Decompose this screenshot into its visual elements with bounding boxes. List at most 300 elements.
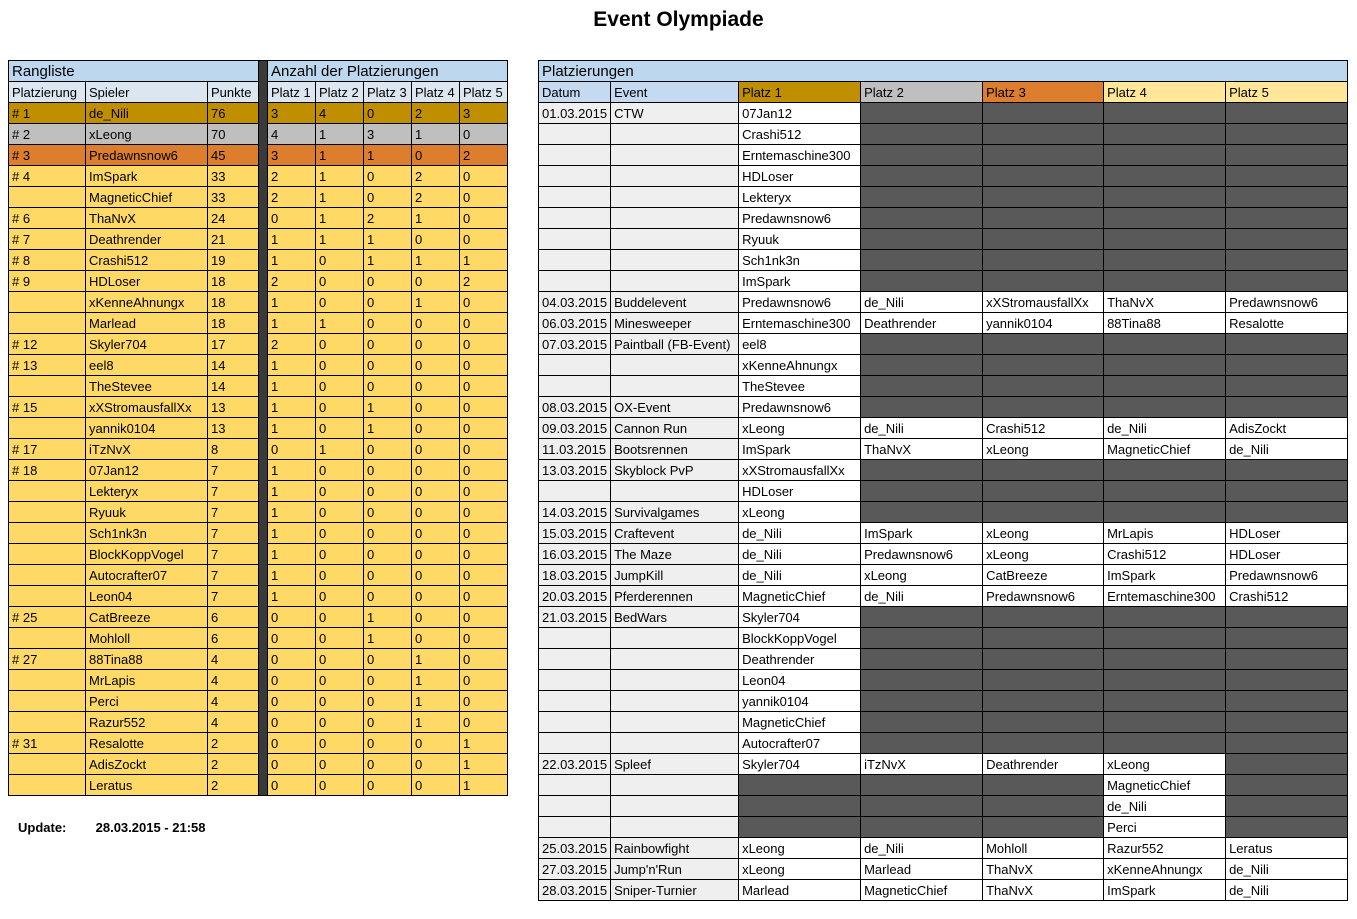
count-platz-3-cell: 1 xyxy=(364,607,412,628)
player-cell: BlockKoppVogel xyxy=(86,544,208,565)
count-platz-5-cell: 0 xyxy=(460,313,508,334)
rank-cell: # 27 xyxy=(9,649,86,670)
empty-platz-4-cell xyxy=(1104,229,1226,250)
count-platz-1-cell: 1 xyxy=(268,544,316,565)
event-cell: Survivalgames xyxy=(611,502,739,523)
count-platz-1-cell: 1 xyxy=(268,481,316,502)
count-platz-4-cell: 1 xyxy=(412,712,460,733)
event-cell: Cannon Run xyxy=(611,418,739,439)
empty-platz-5-cell xyxy=(1226,796,1348,817)
event-cell xyxy=(611,691,739,712)
empty-platz-3-cell xyxy=(983,124,1104,145)
count-platz-5-cell: 0 xyxy=(460,607,508,628)
rank-cell xyxy=(9,775,86,796)
empty-platz-5-cell xyxy=(1226,103,1348,124)
empty-platz-4-cell xyxy=(1104,607,1226,628)
count-platz-3-cell: 0 xyxy=(364,775,412,796)
count-platz-3-cell: 0 xyxy=(364,292,412,313)
empty-platz-4-cell xyxy=(1104,334,1226,355)
table-row xyxy=(539,586,1348,607)
points-cell: 2 xyxy=(208,733,259,754)
empty-platz-2-cell xyxy=(861,208,983,229)
rank-cell: # 6 xyxy=(9,208,86,229)
count-platz-5-cell: 0 xyxy=(460,523,508,544)
points-cell: 18 xyxy=(208,292,259,313)
table-row xyxy=(539,880,1348,901)
empty-platz-4-cell xyxy=(1104,166,1226,187)
empty-platz-5-cell xyxy=(1226,481,1348,502)
platz-3-winner-cell: Crashi512 xyxy=(983,418,1104,439)
count-platz-2-cell: 0 xyxy=(316,397,364,418)
empty-platz-2-cell xyxy=(861,166,983,187)
count-platz-2-cell: 1 xyxy=(316,145,364,166)
count-platz-3-cell: 0 xyxy=(364,376,412,397)
count-platz-1-cell: 1 xyxy=(268,397,316,418)
player-cell: HDLoser xyxy=(86,271,208,292)
player-cell: Deathrender xyxy=(86,229,208,250)
player-cell: 88Tina88 xyxy=(86,649,208,670)
table-row xyxy=(539,481,1348,502)
platz-1-winner-cell: Lekteryx xyxy=(739,187,861,208)
player-cell: xXStromausfallXx xyxy=(86,397,208,418)
count-platz-2-cell: 0 xyxy=(316,502,364,523)
platz-5-winner-cell: de_Nili xyxy=(1226,859,1348,880)
rank-cell xyxy=(9,691,86,712)
count-platz-4-cell: 0 xyxy=(412,355,460,376)
column-header-platz-5: Platz 5 xyxy=(460,82,508,103)
platz-2-winner-cell: Marlead xyxy=(861,859,983,880)
points-cell: 4 xyxy=(208,712,259,733)
date-cell: 16.03.2015 xyxy=(539,544,611,565)
platz-1-winner-cell: de_Nili xyxy=(739,544,861,565)
count-platz-4-cell: 1 xyxy=(412,670,460,691)
player-cell: xKenneAhnungx xyxy=(86,292,208,313)
empty-platz-5-cell xyxy=(1226,229,1348,250)
empty-platz-3-cell xyxy=(983,271,1104,292)
empty-platz-4-cell xyxy=(1104,460,1226,481)
count-platz-3-cell: 1 xyxy=(364,397,412,418)
count-platz-5-cell: 0 xyxy=(460,187,508,208)
count-platz-4-cell: 0 xyxy=(412,229,460,250)
empty-platz-4-cell xyxy=(1104,250,1226,271)
column-header-platz-1: Platz 1 xyxy=(268,82,316,103)
points-cell: 6 xyxy=(208,607,259,628)
platz-1-winner-cell: Predawnsnow6 xyxy=(739,397,861,418)
points-cell: 14 xyxy=(208,376,259,397)
count-platz-1-cell: 1 xyxy=(268,523,316,544)
points-cell: 8 xyxy=(208,439,259,460)
table-row xyxy=(9,166,508,187)
count-platz-5-cell: 0 xyxy=(460,397,508,418)
count-platz-5-cell: 0 xyxy=(460,166,508,187)
count-platz-4-cell: 0 xyxy=(412,418,460,439)
rank-cell: # 1 xyxy=(9,103,86,124)
count-platz-1-cell: 2 xyxy=(268,166,316,187)
empty-platz-3-cell xyxy=(983,481,1104,502)
count-platz-5-cell: 0 xyxy=(460,124,508,145)
update-line xyxy=(18,820,206,835)
count-platz-3-cell: 0 xyxy=(364,502,412,523)
empty-platz-4-cell xyxy=(1104,649,1226,670)
empty-platz-5-cell xyxy=(1226,712,1348,733)
table-row xyxy=(9,439,508,460)
empty-platz-3-cell xyxy=(983,145,1104,166)
date-cell xyxy=(539,691,611,712)
count-platz-1-cell: 1 xyxy=(268,292,316,313)
platz-1-winner-cell: Skyler704 xyxy=(739,607,861,628)
count-platz-1-cell: 3 xyxy=(268,103,316,124)
date-cell xyxy=(539,355,611,376)
platz-4-winner-cell: Perci xyxy=(1104,817,1226,838)
date-cell: 28.03.2015 xyxy=(539,880,611,901)
rank-cell xyxy=(9,754,86,775)
platz-1-winner-cell: Predawnsnow6 xyxy=(739,292,861,313)
count-platz-4-cell: 2 xyxy=(412,103,460,124)
count-platz-4-cell: 0 xyxy=(412,607,460,628)
player-cell: Predawnsnow6 xyxy=(86,145,208,166)
count-platz-4-cell: 0 xyxy=(412,376,460,397)
date-cell: 20.03.2015 xyxy=(539,586,611,607)
table-row xyxy=(9,460,508,481)
empty-platz-5-cell xyxy=(1226,607,1348,628)
platz-3-winner-cell: Predawnsnow6 xyxy=(983,586,1104,607)
event-cell xyxy=(611,145,739,166)
rank-cell xyxy=(9,502,86,523)
count-platz-4-cell: 0 xyxy=(412,439,460,460)
empty-platz-5-cell xyxy=(1226,649,1348,670)
count-platz-3-cell: 0 xyxy=(364,313,412,334)
empty-platz-2-cell xyxy=(861,481,983,502)
points-cell: 7 xyxy=(208,502,259,523)
count-platz-2-cell: 1 xyxy=(316,229,364,250)
empty-platz-3-cell xyxy=(983,187,1104,208)
table-row xyxy=(539,565,1348,586)
empty-platz-2-cell xyxy=(861,712,983,733)
date-cell xyxy=(539,145,611,166)
points-cell: 19 xyxy=(208,250,259,271)
count-platz-5-cell: 0 xyxy=(460,649,508,670)
empty-platz-5-cell xyxy=(1226,334,1348,355)
date-cell xyxy=(539,481,611,502)
empty-platz-2-cell xyxy=(861,670,983,691)
platz-1-winner-cell: xKenneAhnungx xyxy=(739,355,861,376)
platz-5-winner-cell: de_Nili xyxy=(1226,880,1348,901)
count-platz-5-cell: 0 xyxy=(460,502,508,523)
rank-cell xyxy=(9,418,86,439)
rank-cell xyxy=(9,313,86,334)
date-cell xyxy=(539,628,611,649)
count-platz-3-cell: 2 xyxy=(364,208,412,229)
date-cell: 14.03.2015 xyxy=(539,502,611,523)
table-row xyxy=(539,271,1348,292)
rank-cell xyxy=(9,586,86,607)
count-platz-4-cell: 1 xyxy=(412,250,460,271)
platz-2-winner-cell: ImSpark xyxy=(861,523,983,544)
table-row xyxy=(539,124,1348,145)
date-cell xyxy=(539,250,611,271)
count-platz-2-cell: 0 xyxy=(316,712,364,733)
empty-platz-3-cell xyxy=(983,670,1104,691)
empty-platz-5-cell xyxy=(1226,397,1348,418)
empty-platz-2-cell xyxy=(861,691,983,712)
player-cell: Perci xyxy=(86,691,208,712)
empty-platz-4-cell xyxy=(1104,376,1226,397)
table-row xyxy=(9,187,508,208)
table-row xyxy=(539,544,1348,565)
column-header-event: Event xyxy=(611,82,739,103)
table-row xyxy=(9,586,508,607)
event-cell xyxy=(611,775,739,796)
count-platz-4-cell: 0 xyxy=(412,460,460,481)
empty-platz-4-cell xyxy=(1104,481,1226,502)
count-platz-1-cell: 1 xyxy=(268,502,316,523)
count-platz-5-cell: 2 xyxy=(460,145,508,166)
count-platz-2-cell: 1 xyxy=(316,124,364,145)
count-platz-1-cell: 1 xyxy=(268,229,316,250)
table-row xyxy=(9,313,508,334)
event-cell: The Maze xyxy=(611,544,739,565)
points-cell: 14 xyxy=(208,355,259,376)
date-cell xyxy=(539,733,611,754)
player-cell: Sch1nk3n xyxy=(86,523,208,544)
count-platz-5-cell: 0 xyxy=(460,628,508,649)
empty-platz-3-cell xyxy=(983,376,1104,397)
empty-platz-1-cell xyxy=(739,817,861,838)
points-cell: 18 xyxy=(208,313,259,334)
count-platz-2-cell: 1 xyxy=(316,166,364,187)
count-platz-2-cell: 1 xyxy=(316,313,364,334)
count-platz-4-cell: 0 xyxy=(412,733,460,754)
platz-3-winner-cell: Deathrender xyxy=(983,754,1104,775)
player-cell: Ryuuk xyxy=(86,502,208,523)
count-platz-1-cell: 0 xyxy=(268,670,316,691)
platz-1-winner-cell: HDLoser xyxy=(739,481,861,502)
rank-cell: # 17 xyxy=(9,439,86,460)
empty-platz-5-cell xyxy=(1226,817,1348,838)
points-cell: 45 xyxy=(208,145,259,166)
date-cell: 27.03.2015 xyxy=(539,859,611,880)
table-row xyxy=(539,376,1348,397)
empty-platz-2-cell xyxy=(861,796,983,817)
table-row xyxy=(539,838,1348,859)
player-cell: MagneticChief xyxy=(86,187,208,208)
platz-3-winner-cell: yannik0104 xyxy=(983,313,1104,334)
rank-cell: # 25 xyxy=(9,607,86,628)
empty-platz-5-cell xyxy=(1226,754,1348,775)
points-cell: 2 xyxy=(208,775,259,796)
table-row xyxy=(9,292,508,313)
player-cell: Razur552 xyxy=(86,712,208,733)
count-platz-1-cell: 1 xyxy=(268,418,316,439)
count-platz-5-cell: 0 xyxy=(460,691,508,712)
count-platz-5-cell: 0 xyxy=(460,376,508,397)
table-row xyxy=(539,712,1348,733)
count-platz-2-cell: 0 xyxy=(316,250,364,271)
count-platz-1-cell: 1 xyxy=(268,460,316,481)
empty-platz-4-cell xyxy=(1104,733,1226,754)
platz-4-winner-cell: Erntemaschine300 xyxy=(1104,586,1226,607)
empty-platz-2-cell xyxy=(861,334,983,355)
count-platz-3-cell: 0 xyxy=(364,544,412,565)
empty-platz-5-cell xyxy=(1226,670,1348,691)
empty-platz-3-cell xyxy=(983,649,1104,670)
player-cell: yannik0104 xyxy=(86,418,208,439)
table-row xyxy=(539,166,1348,187)
event-cell: Paintball (FB-Event) xyxy=(611,334,739,355)
count-platz-2-cell: 1 xyxy=(316,439,364,460)
empty-platz-2-cell xyxy=(861,607,983,628)
platz-1-winner-cell: ImSpark xyxy=(739,439,861,460)
count-platz-1-cell: 2 xyxy=(268,187,316,208)
count-platz-2-cell: 1 xyxy=(316,208,364,229)
table-row xyxy=(539,292,1348,313)
points-cell: 33 xyxy=(208,166,259,187)
count-platz-2-cell: 0 xyxy=(316,733,364,754)
column-header-platz-1: Platz 1 xyxy=(739,82,861,103)
date-cell: 07.03.2015 xyxy=(539,334,611,355)
rank-cell xyxy=(9,670,86,691)
empty-platz-3-cell xyxy=(983,817,1104,838)
table-row xyxy=(539,208,1348,229)
date-cell xyxy=(539,208,611,229)
count-platz-1-cell: 3 xyxy=(268,145,316,166)
column-header-platz-2: Platz 2 xyxy=(316,82,364,103)
table-row xyxy=(9,208,508,229)
platz-4-winner-cell: MagneticChief xyxy=(1104,775,1226,796)
count-platz-4-cell: 2 xyxy=(412,166,460,187)
empty-platz-5-cell xyxy=(1226,460,1348,481)
empty-platz-2-cell xyxy=(861,229,983,250)
empty-platz-2-cell xyxy=(861,649,983,670)
points-cell: 7 xyxy=(208,523,259,544)
count-platz-1-cell: 0 xyxy=(268,733,316,754)
platz-5-winner-cell: HDLoser xyxy=(1226,523,1348,544)
event-cell xyxy=(611,187,739,208)
empty-platz-4-cell xyxy=(1104,124,1226,145)
empty-platz-4-cell xyxy=(1104,670,1226,691)
player-cell: AdisZockt xyxy=(86,754,208,775)
platz-4-winner-cell: ThaNvX xyxy=(1104,292,1226,313)
count-platz-3-cell: 0 xyxy=(364,565,412,586)
date-cell xyxy=(539,649,611,670)
table-row xyxy=(539,775,1348,796)
count-platz-4-cell: 1 xyxy=(412,208,460,229)
count-platz-3-cell: 0 xyxy=(364,103,412,124)
empty-platz-5-cell xyxy=(1226,691,1348,712)
platz-5-winner-cell: Predawnsnow6 xyxy=(1226,292,1348,313)
empty-platz-2-cell xyxy=(861,145,983,166)
player-cell: Skyler704 xyxy=(86,334,208,355)
table-divider xyxy=(259,61,268,796)
table-row xyxy=(9,712,508,733)
points-cell: 70 xyxy=(208,124,259,145)
rank-cell: # 13 xyxy=(9,355,86,376)
count-platz-3-cell: 0 xyxy=(364,334,412,355)
count-platz-3-cell: 3 xyxy=(364,124,412,145)
player-cell: eel8 xyxy=(86,355,208,376)
platz-5-winner-cell: Leratus xyxy=(1226,838,1348,859)
column-header-spieler: Spieler xyxy=(86,82,208,103)
table-row xyxy=(9,124,508,145)
table-row xyxy=(9,145,508,166)
empty-platz-2-cell xyxy=(861,376,983,397)
update-value: 28.03.2015 - 21:58 xyxy=(95,820,206,835)
count-platz-3-cell: 0 xyxy=(364,691,412,712)
player-cell: Leratus xyxy=(86,775,208,796)
points-cell: 4 xyxy=(208,649,259,670)
date-cell: 01.03.2015 xyxy=(539,103,611,124)
event-cell xyxy=(611,124,739,145)
platz-4-winner-cell: xLeong xyxy=(1104,754,1226,775)
table-row xyxy=(9,544,508,565)
empty-platz-3-cell xyxy=(983,250,1104,271)
anzahl-title: Anzahl der Platzierungen xyxy=(268,61,508,82)
table-row xyxy=(9,649,508,670)
count-platz-4-cell: 0 xyxy=(412,271,460,292)
event-cell xyxy=(611,355,739,376)
platz-1-winner-cell: BlockKoppVogel xyxy=(739,628,861,649)
table-row xyxy=(9,565,508,586)
table-row xyxy=(539,397,1348,418)
points-cell: 7 xyxy=(208,586,259,607)
table-row xyxy=(539,670,1348,691)
count-platz-2-cell: 0 xyxy=(316,628,364,649)
player-cell: 07Jan12 xyxy=(86,460,208,481)
table-row xyxy=(9,691,508,712)
platz-1-winner-cell: TheStevee xyxy=(739,376,861,397)
count-platz-4-cell: 0 xyxy=(412,565,460,586)
count-platz-5-cell: 0 xyxy=(460,439,508,460)
platz-1-winner-cell: Skyler704 xyxy=(739,754,861,775)
empty-platz-3-cell xyxy=(983,103,1104,124)
empty-platz-3-cell xyxy=(983,208,1104,229)
column-header-platz-4: Platz 4 xyxy=(1104,82,1226,103)
empty-platz-5-cell xyxy=(1226,733,1348,754)
platz-5-winner-cell: de_Nili xyxy=(1226,439,1348,460)
table-row xyxy=(539,859,1348,880)
platz-1-winner-cell: 07Jan12 xyxy=(739,103,861,124)
count-platz-1-cell: 1 xyxy=(268,376,316,397)
table-row xyxy=(539,355,1348,376)
platz-1-winner-cell: yannik0104 xyxy=(739,691,861,712)
empty-platz-3-cell xyxy=(983,796,1104,817)
empty-platz-4-cell xyxy=(1104,187,1226,208)
table-row xyxy=(9,628,508,649)
count-platz-3-cell: 0 xyxy=(364,187,412,208)
platz-4-winner-cell: xKenneAhnungx xyxy=(1104,859,1226,880)
event-cell xyxy=(611,712,739,733)
platz-1-winner-cell: MagneticChief xyxy=(739,712,861,733)
event-cell xyxy=(611,733,739,754)
points-cell: 7 xyxy=(208,460,259,481)
platz-2-winner-cell: de_Nili xyxy=(861,838,983,859)
event-cell: Buddelevent xyxy=(611,292,739,313)
count-platz-3-cell: 0 xyxy=(364,586,412,607)
event-cell: Minesweeper xyxy=(611,313,739,334)
count-platz-5-cell: 0 xyxy=(460,208,508,229)
event-cell xyxy=(611,628,739,649)
table-row xyxy=(539,103,1348,124)
date-cell: 04.03.2015 xyxy=(539,292,611,313)
table-row xyxy=(9,355,508,376)
player-cell: ImSpark xyxy=(86,166,208,187)
table-row xyxy=(9,733,508,754)
empty-platz-5-cell xyxy=(1226,628,1348,649)
column-header-punkte: Punkte xyxy=(208,82,259,103)
table-row xyxy=(9,250,508,271)
event-cell: BedWars xyxy=(611,607,739,628)
event-cell: Skyblock PvP xyxy=(611,460,739,481)
